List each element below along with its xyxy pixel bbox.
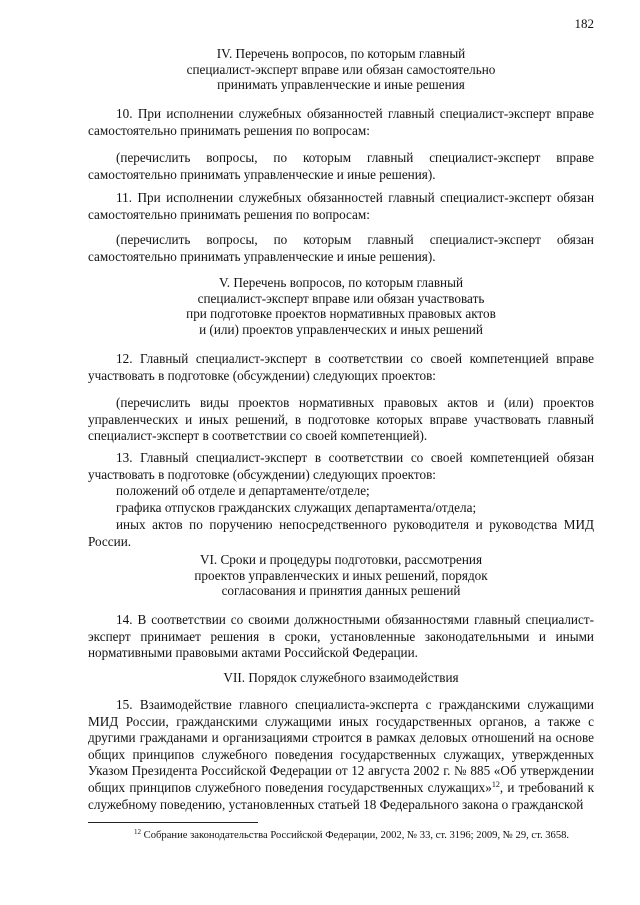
paragraph-13-item: иных актов по поручению непосредственного руководителя и руководства МИД России. (88, 517, 594, 549)
section-6-heading (88, 552, 594, 599)
section-5-heading-line: специалист-эксперт вправе или обязан участвовать (197, 290, 485, 306)
section-6-heading-line: проектов управленческих и иных решений, порядок (194, 567, 488, 583)
section-6-heading-line: VI. Сроки и процедуры подготовки, рассмотрения (199, 552, 483, 567)
footnote-number: 12 (134, 828, 141, 836)
footnote (134, 829, 604, 842)
paragraph-15-text-continued: , и требований к служебному поведению, установленных статьей 18 Федерального закона о гражданской (88, 779, 594, 812)
footnote-divider (88, 822, 258, 823)
paragraph-12-list: (перечислить виды проектов нормативных правовых актов и (или) проектов управленческих и иных решений, в подготовке которых вправе участвовать главный специалист-эксперт в соответствии со своей компетенцией). (88, 395, 594, 444)
paragraph-15 (88, 697, 594, 813)
paragraph-13: 13. Главный специалист-эксперт в соответствии со своей компетенцией обязан участвовать в подготовке (обсуждении) следующих проектов: (88, 450, 594, 482)
paragraph-13-item: графика отпусков гражданских служащих департамента/отдела; (116, 500, 477, 515)
paragraph-10: 10. При исполнении служебных обязанностей главный специалист-эксперт вправе самостоятельно принимать решения по вопросам: (88, 106, 594, 138)
footnote-reference[interactable]: 12 (491, 779, 500, 789)
paragraph-11-list: (перечислить вопросы, по которым главный специалист-эксперт обязан самостоятельно принимать управленческие и иные решения). (88, 232, 594, 264)
paragraph-11: 11. При исполнении служебных обязанностей главный специалист-эксперт обязан самостоятельно принимать решения по вопросам: (88, 190, 594, 222)
section-5-heading-line: V. Перечень вопросов, по которым главный (218, 275, 464, 290)
section-4-heading-line: принимать управленческие и иные решения (217, 77, 465, 92)
footnote-text: Собрание законодательства Российской Федерации, 2002, № 33, ст. 3196; 2009, № 29, ст. 3658. (141, 830, 570, 841)
section-4-heading-line: специалист-эксперт вправе или обязан самостоятельно (186, 61, 496, 77)
paragraph-14: 14. В соответствии со своими должностными обязанностями главный специалист-эксперт принимает решения в сроки, установленные законодательными и иными нормативными правовыми актами Российской Федерации. (88, 612, 594, 661)
paragraph-12: 12. Главный специалист-эксперт в соответствии со своей компетенцией вправе участвовать в подготовке (обсуждении) следующих проектов: (88, 351, 594, 383)
section-5-heading (88, 275, 594, 337)
section-4-heading (88, 46, 594, 93)
paragraph-10-list: (перечислить вопросы, по которым главный специалист-эксперт вправе самостоятельно принимать управленческие и иные решения). (88, 150, 594, 182)
paragraph-15-text: 15. Взаимодействие главного специалиста-эксперта с гражданскими служащими МИД России, гражданскими служащими иных государственных органов, а также с другими гражданами и организациями строится в рамках деловых отношений на основе общих принципов служебного поведения государственных служащих, утвержденных Указом Президента Российской Федерации от 12 августа 2002 г. № 885 «Об утверждении общих принципов служебного поведения государственных служащих» (88, 697, 594, 795)
section-4-heading-line: IV. Перечень вопросов, по которым главный (216, 46, 466, 61)
paragraph-13-item: положений об отделе и департаменте/отделе; (116, 483, 370, 498)
document-page (88, 0, 594, 905)
section-5-heading-line: и (или) проектов управленческих и иных решений (199, 321, 483, 337)
page-number: 182 (574, 16, 594, 31)
section-7-heading: VII. Порядок служебного взаимодействия (223, 670, 459, 685)
section-5-heading-line: при подготовке проектов нормативных правовых актов (186, 306, 496, 321)
section-6-heading-line: согласования и принятия данных решений (221, 583, 461, 598)
